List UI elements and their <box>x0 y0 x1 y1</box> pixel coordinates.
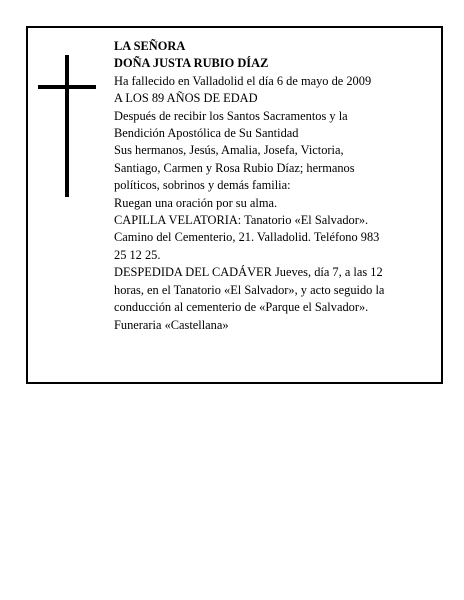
sacraments-paragraph <box>114 108 420 143</box>
farewell-paragraph <box>114 264 420 316</box>
family-line: Sus hermanos, Jesús, Amalia, Josefa, Victoria, <box>114 143 344 158</box>
family-line: políticos, sobrinos y demás familia: <box>114 178 291 193</box>
sacraments-line: Bendición Apostólica de Su Santidad <box>114 126 299 141</box>
family-line: Santiago, Carmen y Rosa Rubio Díaz; hermanos <box>114 160 355 175</box>
family-paragraph <box>114 142 420 194</box>
passing-line: Ha fallecido en Valladolid el día 6 de mayo de 2009 <box>114 73 372 88</box>
chapel-line: Camino del Cementerio, 21. Valladolid. Teléfono 983 <box>114 230 380 245</box>
farewell-line: DESPEDIDA DEL CADÁVER Jueves, día 7, a las 12 <box>114 265 383 280</box>
obituary-text <box>114 38 420 334</box>
chapel-paragraph <box>114 212 420 264</box>
cross-icon-crossbar <box>38 85 96 89</box>
farewell-line: conducción al cementerio de «Parque el Salvador». <box>114 300 369 315</box>
age-line: A LOS 89 AÑOS DE EDAD <box>114 91 258 106</box>
farewell-line: horas, en el Tanatorio «El Salvador», y acto seguido la <box>114 282 385 297</box>
funeral-home-line: Funeraria «Castellana» <box>114 317 229 332</box>
deceased-name: DOÑA JUSTA RUBIO DÍAZ <box>114 56 269 71</box>
chapel-line: CAPILLA VELATORIA: Tanatorio «El Salvador». <box>114 213 369 228</box>
sacraments-line: Después de recibir los Santos Sacramentos y la <box>114 108 348 123</box>
prayer-line: Ruegan una oración por su alma. <box>114 195 278 210</box>
cross-icon <box>65 55 69 197</box>
notice-title: LA SEÑORA <box>114 39 186 53</box>
chapel-line: 25 12 25. <box>114 247 161 262</box>
